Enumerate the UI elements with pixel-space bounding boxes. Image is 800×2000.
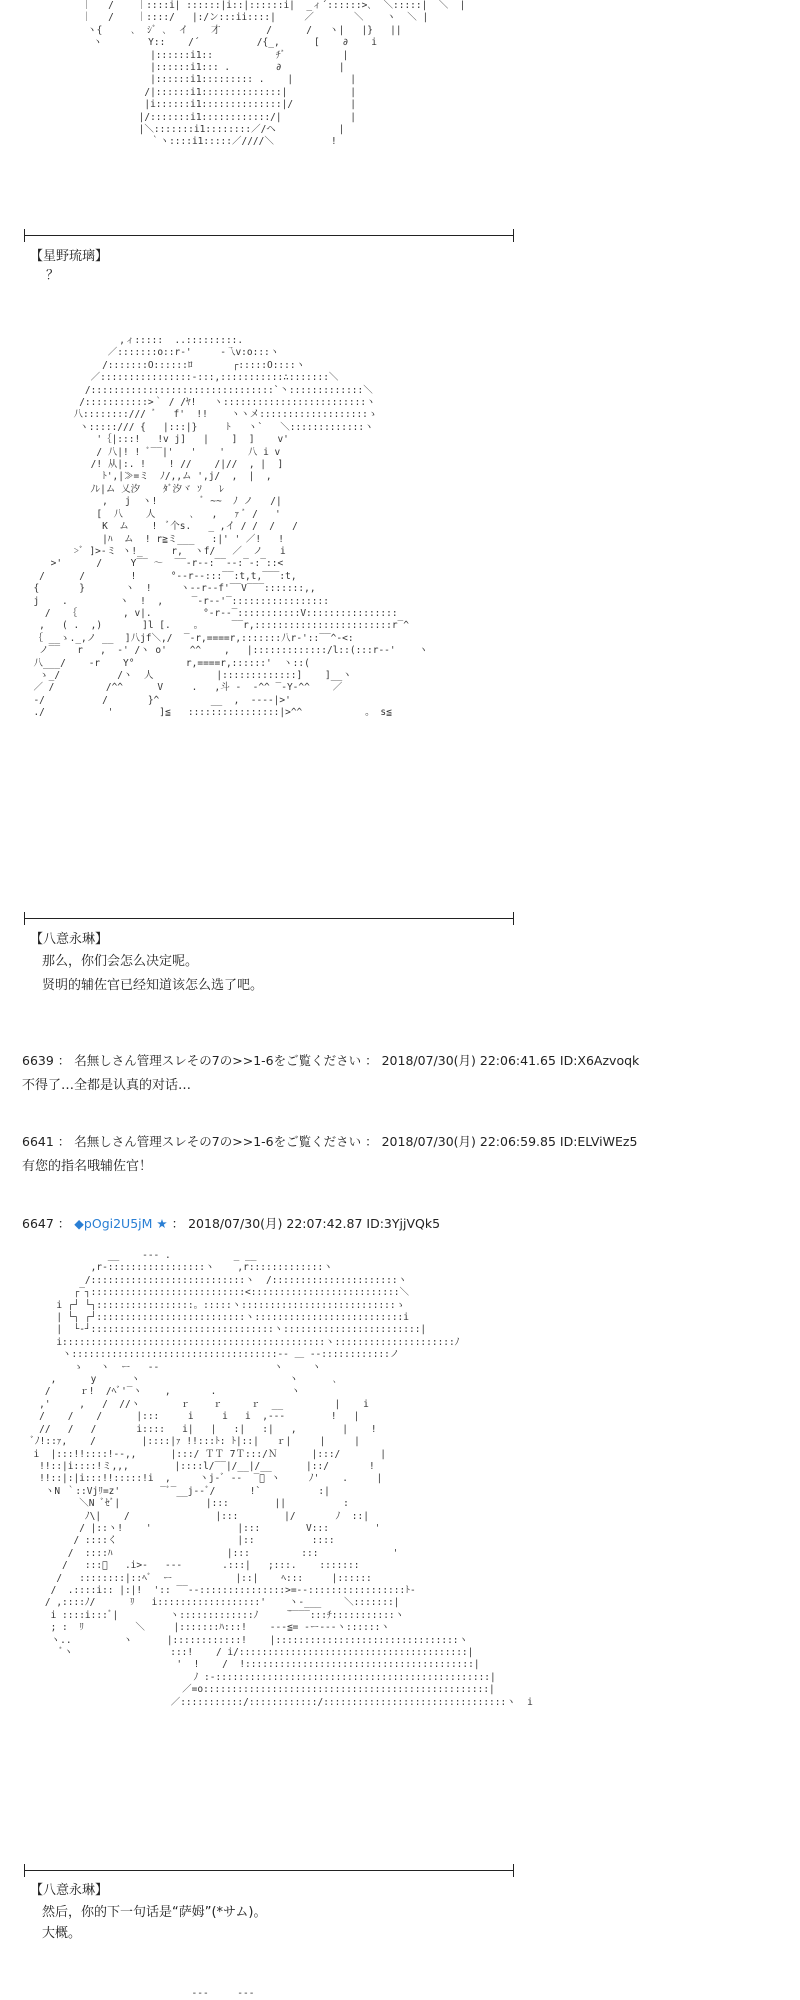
art-line: ﾞヽ :::! / i/::::::::::::::::::::::::::::::::::::::::|	[22, 1647, 474, 1658]
art-line: |ﾊ ム ! r≧ミ___ :|' ' ／! !	[22, 533, 285, 545]
post-number[interactable]: 6641	[22, 1134, 54, 1149]
art-line: |/:::::::i1::::::::::::/| |	[70, 111, 356, 123]
post-header-6639	[22, 1051, 639, 1069]
art-line: / 八|! ! ﾞ‾‾|' ' ' 八 i v	[22, 446, 281, 458]
art-line: ヽ{ ､ ｼﾞ ､ イ 才 / / ヽ| |} ||	[70, 24, 402, 36]
art-line: ｜ / ｜::::i| ::::::|i::|::::::i| _ィ´::::::>､ ＼:::::| ＼ |	[70, 0, 466, 11]
art-line: ; : ﾘ ＼ |:::::::ﾊ:::! ‐‐‐≦= ‐ー‐‐‐ヽ::::::ヽ	[22, 1622, 390, 1634]
dialog-line: 大概。	[42, 1926, 82, 1941]
art-line: >ﾞ ]>-ミ ヽ!_ r, ヽf/ ／ ノ i	[22, 545, 286, 557]
art-line: / ,::::ﾉ/ ﾘ i::::::::::::::::::' ヽ‐___ ＼:::::::|	[22, 1597, 400, 1609]
art-line: ヽ:::::/// { |:::|} ﾄ ヽ` ＼:::::::::::::ヽ	[22, 421, 374, 433]
dialog-line: 那么，你们会怎么决定呢。	[42, 954, 199, 969]
art-line: / ::::く |:: ::::	[22, 1535, 335, 1547]
art-line: ／:::::::::::/::::::::::::/::::::::::::::::::::::::::::::::ヽ i	[22, 1696, 533, 1708]
art-line: ／:::::::o::r‐' ‐乁v:o:::ヽ	[22, 347, 280, 359]
art-line: / ::::::::|::ﾍﾞ ー |::| ﾍ::: |::::::	[22, 1572, 372, 1584]
post-sep: ：	[365, 1053, 378, 1068]
art-line: [ 八 人 ､ , ｧ ﾞ / '	[22, 508, 281, 520]
art-line: ヽ::::::::::::::::::::::::::::::::::::‐‐ ＿ ‐‐::::::::::::ノ	[22, 1349, 400, 1361]
art-line: ゝ_/ /ヽ 人 |:::::::::::::] ]__ヽ	[22, 669, 352, 681]
post-id: ID:X6Azvoqk	[559, 1053, 640, 1068]
post-author: 名無しさん管理スレその7の>>1-6をご覧ください	[74, 1134, 362, 1149]
art-line: / ::::ﾊ |::: ::: '	[22, 1547, 399, 1559]
art-line: / ｒ! /ﾍﾞ'‾ヽ , . ヽ	[22, 1386, 301, 1398]
art-line: ｜ / ｜::::/ |:/ン:::ii::::| ／ ＼ ヽ ＼ |	[70, 12, 429, 24]
art-line: 八::::::::/// ﾞ f' !! ヽヽメ:::::::::::::::::::ゝ	[22, 409, 378, 421]
art-line: 八___/ ‐r Y° r,====r,::::::' ヽ::(	[22, 657, 310, 669]
post-id: ID:ELViWEz5	[559, 1134, 638, 1149]
ascii-art-block-3	[22, 1250, 533, 1709]
art-line: / / / |::: i i i ,-‐‐ ! |	[22, 1411, 360, 1423]
divider-2-right-tick	[513, 912, 514, 925]
art-line: , ( . ,) ]l [. 。 ‾‾r,::::::::::::::::::::::::r‾^	[22, 620, 409, 632]
post-number[interactable]: 6647	[22, 1216, 54, 1231]
art-line: /:::::::::::::::::::::::::::ヽ /::::::::::::::::::::::ヽ	[22, 1274, 408, 1286]
art-line: ,r‐:::::::::::::::::ヽ ,r:::::::::::::ヽ	[22, 1262, 333, 1274]
art-line: >' / Y‾‾ ～ ‾‾‐r‐‐:‾‾‐‐:‾‐:‾::<	[22, 558, 284, 570]
art-line: ／ / /^^ V . ,斗 ‐ ‐^^ ‾‐Y‐^^ ／	[22, 682, 343, 694]
speaker-hoshino-ruri: 【星野琉璃】	[30, 249, 109, 264]
star-icon: ★	[156, 1216, 168, 1231]
art-line: / .::::i:: |:|! ':: ‾‾‐‐:::::::::::::::>=‐-:::::::::::::::::ﾄ‐	[22, 1584, 416, 1596]
art-line: / :::ﾞ .i>- ‐‐‐ .:::| ;:::. :::::::	[22, 1560, 360, 1572]
post-datetime: 2018/07/30(月) 22:06:59.85	[381, 1134, 556, 1149]
ascii-art-block-2	[22, 335, 428, 720]
post-header-6641	[22, 1132, 637, 1150]
art-line: ﾉﾚ|ム 乂汐 ﾀﾞ汐ヾ ｿ ﾚ	[22, 483, 224, 495]
art-line: i |:::!!::::!-‐,, |:::/ ＴＴ 7Ｔ:::/Ｎ |:::/ |	[22, 1448, 387, 1460]
art-line: |＼:::::::i1::::::::／/ヘ |	[70, 124, 345, 136]
art-line: | └┐ ┌┘::::::::::::::::::::::::::ヽ::::::::::::::::::::::::::i	[22, 1312, 409, 1324]
art-line: ,ィ::::: ..:::::::::.	[22, 335, 244, 346]
ascii-art-block-1	[70, 0, 465, 149]
trip-diamond-icon: ◆	[74, 1216, 84, 1231]
art-line: ノ‾‾ r , ‐' /ヽ o' ^^ , |:::::::::::::/l::(:::r‐‐' ヽ	[22, 645, 428, 657]
speaker-yagokoro-eirin: 【八意永琳】	[30, 932, 109, 947]
art-line: /! 从|:. ! ! // /|// , | ]	[22, 459, 284, 471]
art-line: ゝ ヽ ー ‐‐ ヽ ヽ	[22, 1361, 322, 1373]
art-line: ／::::::::::::::::-:::,:::::::::::∴:::::::＼	[22, 372, 339, 384]
art-line: ┌‾┐:::::::::::::::::::::::::::<::::::::::::::::::::::::::＼	[22, 1287, 409, 1299]
speaker-yagokoro-eirin: 【八意永琳】	[30, 1883, 109, 1898]
divider-2	[24, 918, 514, 919]
art-line: ｛ __ゝ._,ノ __ ]八jf＼,/ ‾‐r,====r,:::::::八r‐'::‾‾^‐<:	[22, 632, 354, 644]
art-line: ヽ Y:: /´ /{_, [ ∂ i	[70, 37, 377, 49]
divider-2-left-tick	[24, 912, 25, 925]
post-header-6647	[22, 1214, 440, 1232]
art-line: |::::::i1:: ﾁﾞ |	[70, 49, 349, 61]
dialog-line: ？	[46, 268, 60, 283]
ascii-art-block-4	[100, 1988, 254, 2000]
art-line: i ::::i:::ﾞ| ヽ:::::::::::::ﾉ ̄‾‾‾‾:::ﾁ:::::::::::ヽ	[22, 1609, 405, 1621]
dialog-line: 然后，你的下一句话是“萨姆”(*サム)。	[42, 1905, 267, 1920]
post-body-6641: 有您的指名哦辅佐官！	[22, 1159, 153, 1174]
art-line: j . ヽ ! , ‾‐r‐‐'‾:::::::::::::::::	[22, 595, 329, 607]
art-line: / / ! °‐‐r‐‐:::‾‾:t,t,‾‾‾:t,	[22, 570, 297, 582]
art-line: ／=o::::::::::::::::::::::::::::::::::::::::::::::::::|	[22, 1684, 495, 1696]
art-line: ' ! / !::::::::::::::::::::::::::::::::::::::::|	[22, 1659, 480, 1671]
art-line: ＼N ﾞｾﾞ| |::: || :	[22, 1498, 349, 1510]
post-sep: ：	[57, 1053, 71, 1068]
art-line: ,' , / //ヽ ｒ ｒ ｒ __ | i	[22, 1398, 369, 1410]
divider-1-right-tick	[513, 229, 514, 242]
art-line: / ｛ , v|. °‐r‐‐‾:::::::::::V::::::::::::::::	[22, 607, 398, 619]
dialog-line: 贤明的辅佐官已经知道该怎么选了吧。	[42, 978, 264, 993]
art-line: |::::::i1::::::::: . | |	[70, 74, 356, 86]
art-line: i::::::::::::::::::::::::::::::::::::::::::::::ヽ:::::::::::::::::::::ﾉ	[22, 1336, 460, 1348]
post-sep: ：	[171, 1216, 185, 1231]
post-number[interactable]: 6639	[22, 1053, 54, 1068]
post-id: ID:3YjjVQk5	[366, 1216, 441, 1231]
art-line: , j ヽ! ﾞ ~~ ﾉ ノ /|	[22, 496, 282, 508]
art-line: K ム ! ﾞ个s. _ ,イ / / / /	[22, 521, 298, 533]
art-line: /|::::::i1::::::::::::::| |	[70, 86, 356, 98]
divider-3	[24, 1870, 514, 1871]
post-tripcode[interactable]: pOgi2U5jM	[83, 1216, 153, 1231]
art-line: , y ヽ ヽ ､	[22, 1374, 338, 1386]
art-line: { } ヽ ! ヽ‐‐r‐‐f'‾‾V‾‾‾:::::::,,	[22, 583, 316, 595]
divider-1	[24, 235, 514, 236]
art-line: ﾞﾉ!::ｧ, / |::::|ｧ !!:::ﾄ: ﾄ|::| ｒ| | |	[22, 1436, 360, 1448]
art-line: i ┌┘ └┐:::::::::::::::::。:::::ヽ:::::::::::::::::::::::::::ゝ	[22, 1299, 406, 1311]
art-line: '｛|:::! !v j] | ] ] v'	[22, 434, 289, 446]
art-line: ヽ.. ヽ |::::::::::::! |::::::::::::::::::::::::::::::::ヽ	[22, 1634, 469, 1646]
art-line: ﾄ',|≫=ミ ﾉ/,,ム ',j/ , | ,	[22, 471, 272, 483]
art-line: ヽN ｀::Vjﾘ=z' ‾ﾞ‾__j‐‐ﾞ/ !` :|	[22, 1485, 330, 1497]
art-line: ‐/ / }^ __ , ‐‐-‐|>'	[22, 694, 291, 706]
art-line: __ ‐‐‐ . _ __	[22, 1250, 257, 1261]
divider-1-left-tick	[24, 229, 25, 242]
art-line: /:::::::O::::::ﾛ ┌:::::O::::ヽ	[22, 359, 306, 371]
post-sep: ：	[365, 1134, 378, 1149]
post-sep: ：	[57, 1216, 71, 1231]
art-line: !!::|i::::!ミ,,, |::::l/‾‾|/__|/__ |::/ !	[22, 1460, 375, 1472]
post-sep: ：	[57, 1134, 71, 1149]
art-line: | └‐┘::::::::::::::::::::::::::::::::ヽ::::::::::::::::::::::::|	[22, 1324, 427, 1336]
art-line: |::::::i1::: . ∂ |	[70, 62, 345, 74]
art-line: !!::|:|i:::!!:::::!i , ヽj‐ﾞ ‐‐ ‾ﾞ ヽ ﾉ' . |	[22, 1473, 383, 1485]
art-line: ﾉ :‐::::::::::::::::::::::::::::::::::::::::::::::::|	[22, 1671, 496, 1683]
art-line: / |::ヽ! ' |::: V::: '	[22, 1522, 381, 1534]
art-line: // / / i:::: i| | :| :| , | !	[22, 1423, 377, 1435]
art-line: ﾉ\| / |::: |/ ﾉ ::|	[22, 1510, 369, 1522]
post-datetime: 2018/07/30(月) 22:07:42.87	[188, 1216, 363, 1231]
divider-3-right-tick	[513, 1864, 514, 1877]
post-datetime: 2018/07/30(月) 22:06:41.65	[381, 1053, 556, 1068]
divider-3-left-tick	[24, 1864, 25, 1877]
art-line: ./ ' ]≦ ::::::::::::::::|>^^ 。 s≦	[22, 707, 392, 719]
art-line: /::::::::::::::::::::::::::::::::`丶:::::::::::::＼	[22, 384, 373, 396]
art-line: |i::::::i1::::::::::::::|/ |	[70, 99, 356, 111]
post-body-6639: 不得了…全都是认真的对话…	[22, 1078, 192, 1093]
post-author: 名無しさん管理スレその7の>>1-6をご覧ください	[74, 1053, 362, 1068]
art-line: /:::::::::::>｀ / /ﾔ! ヽ:::::::::::::::::::::::::ヽ	[22, 397, 376, 409]
art-line: ｀ヽ::::i1:::::／////＼ !	[70, 136, 337, 148]
art-line: ‐‐‐ ‐‐‐	[100, 1988, 255, 1999]
